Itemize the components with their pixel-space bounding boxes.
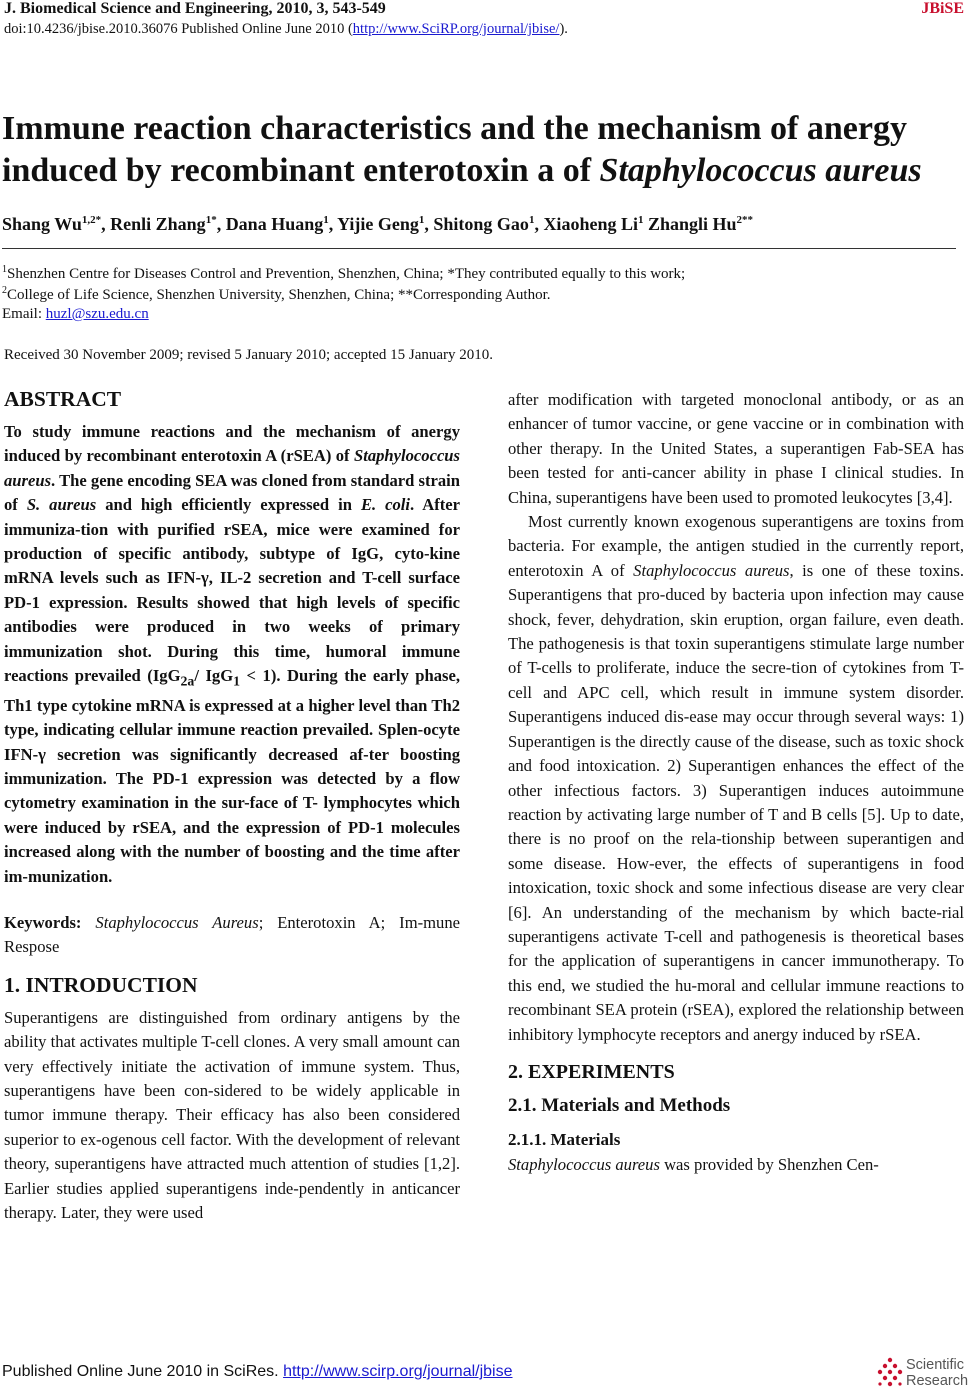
author (543, 214, 648, 234)
doi-prefix: doi:10.4236/jbise.2010.36076 Published Online June 2010 ( (4, 21, 353, 37)
title-species: Staphylococcus aureus (599, 152, 922, 189)
logo-line-1: Scientific (906, 1357, 965, 1373)
publisher-logo-text (906, 1357, 968, 1389)
author-list (2, 214, 753, 235)
keywords-label: Keywords: (4, 913, 82, 933)
author-affiliation-mark: 1,2* (81, 214, 102, 226)
introduction-paragraph (508, 510, 964, 1047)
abstract-text: . The gene encoding SEA was cloned from standard strain of (4, 470, 460, 515)
author (337, 214, 433, 234)
title-line-1: Immune reaction characteristics and the mechanism of anergy (2, 110, 907, 147)
author-name: Shitong Gao (433, 214, 529, 234)
introduction-heading: 1. INTRODUCTION (4, 972, 198, 997)
doi-suffix: ). (559, 21, 568, 37)
materials-heading: 2.1.1. Materials (508, 1129, 621, 1149)
author-name: Yijie Geng (337, 214, 419, 234)
affiliation-1 (2, 264, 685, 283)
paragraph-text: Most currently known exogenous superantigens are toxins from bacteria. For example, the antigen studied in the currently report, enterotoxin A of (508, 512, 964, 580)
email-label: Email: (2, 306, 46, 322)
author-affiliation-mark: 2** (736, 214, 754, 226)
title-divider (2, 248, 956, 249)
experiments-heading: 2. EXPERIMENTS (508, 1060, 675, 1083)
affiliation-text: Shenzhen Centre for Diseases Control and Prevention, Shenzhen, China; *They contributed equally to this work; (7, 266, 686, 282)
abstract-text: . After immuniza-tion with purified rSEA, mice were examined for production of specific antibody, subtype of IgG, cyto-kine mRNA levels such as IFN-γ, IL-2 secretion and T-cell surface PD-1 expression. Results showed that high levels of specific antibodies were produced in two weeks of primary immunization shot. During this time, humoral immune reactions prevailed (IgG (4, 495, 461, 686)
author-name: Renli Zhang (110, 214, 206, 234)
author (226, 214, 337, 234)
publisher-logo (876, 1356, 970, 1392)
paragraph-text: was provided by Shenzhen Cen- (659, 1154, 879, 1174)
journal-url-link[interactable]: http://www.SciRP.org/journal/jbise/ (352, 21, 560, 37)
paper-title (2, 108, 968, 192)
abstract-species: Staphylococcus aureus (4, 446, 460, 490)
keywords (4, 911, 460, 960)
author-affiliation-mark: 1 (528, 214, 535, 226)
author-separator: , (534, 214, 544, 234)
introduction-paragraph-continued: after modification with targeted monoclonal antibody, or as an enhancer of tumor vaccine, or gene vaccine or in combination with other therapy. In the United States, a superantigen Fab-SEA has been tested for anti-cancer ability in phase I clinical studies. In China, superantigens have been used to promoted leukocytes [3,4]. (508, 390, 964, 507)
author-separator: , (328, 214, 338, 234)
abstract-heading: ABSTRACT (4, 387, 122, 411)
author-name: Dana Huang (225, 214, 324, 234)
author-affiliation-mark: 1 (418, 214, 425, 226)
abstract-subscript: 2a (180, 673, 195, 689)
paragraph-text: , is one of these toxins. Superantigens that pro-duced by bacteria upon infection may cause shock, fever, dehydration, skin eruption, organ failure, even death. The pathogenesis is that toxin superantigens stimulate large number of T-cells to proliferate, induce the secre-tion of cytokines from T-cell and APC cell, which result in immune system disorder. Superantigens induced dis-ease may occur through several ways: 1) Superantigen is the directly cause of the disease, such as toxic shock and food intoxication. 2) Superantigen enhances the effect of the other infectious factors. 3) Superantigen induces autoimmune reaction by activating large number of T and B cells [5]. Up to date, there is no proof on the rela-tionship between superantigen and some disease. How-ever, the effects of superantigens in food intoxication, toxic shock and some infectious disease are very clear [6]. An understanding of the mechanism by which bacte-rial superantigens activate T-cell and pathogenesis is theoretical bases for the application of superantigens in cancer immunotherapy. To this end, we studied the hu-moral and cellular immune reactions to recombinant SEA protein (rSEA), explored the relationship between inhibitory lymphocyte receptors and anergy induced by rSEA. (508, 560, 964, 1044)
footer-journal-link[interactable]: http://www.scirp.org/journal/jbise (283, 1363, 513, 1380)
author-name: Zhangli Hu (647, 214, 737, 234)
abstract-text: To study immune reactions and the mechanism of anergy induced by recombinant enterotoxin A (rSEA) of (4, 422, 460, 466)
author-name: Xiaoheng Li (543, 214, 638, 234)
received-dates: Received 30 November 2009; revised 5 January 2010; accepted 15 January 2010. (4, 347, 494, 363)
affiliation-text: College of Life Science, Shenzhen University, Shenzhen, China; **Corresponding Author. (7, 287, 551, 303)
abstract-text: and high efficiently expressed in (96, 495, 361, 515)
contact-email (2, 306, 149, 323)
author (433, 214, 543, 234)
footer-text: Published Online June 2010 in SciRes. (2, 1363, 284, 1380)
abstract-species: S. aureus (26, 495, 97, 515)
abstract-organism: E. coli (360, 495, 411, 515)
author-separator: , (101, 214, 111, 234)
abstract-text: < 1). During the early phase, Th1 type cytokine mRNA is expressed at a higher level than Th2 type, indicating cellular immune reaction prevailed. Splen-ocyte IFN-γ secretion was significantly decreased af-ter boosting immunization. The PD-1 expression was detected by a flow cytometry examination in the sur-face of T- lymphocytes which were induced by rSEA, and the expression of PD-1 molecules increased along with the number of boosting and the time after im-munization. (4, 666, 461, 886)
author-affiliation-mark: 1* (205, 214, 217, 226)
affiliation-2 (2, 285, 551, 304)
author-separator: , (216, 214, 226, 234)
abstract-body (4, 420, 460, 889)
author-affiliation-mark: 1 (323, 214, 329, 226)
paragraph-species: Staphylococcus aureus (508, 1154, 660, 1174)
materials-methods-heading: 2.1. Materials and Methods (508, 1094, 731, 1116)
left-column (4, 384, 460, 1226)
author (648, 214, 753, 234)
publisher-logo-icon (876, 1356, 904, 1392)
logo-line-2: Research (906, 1373, 969, 1389)
title-line-2-text: induced by recombinant enterotoxin a of (2, 152, 600, 189)
abstract-subscript: 1 (233, 673, 241, 689)
author-name: Shang Wu (2, 214, 82, 234)
page-footer (2, 1363, 513, 1381)
affiliation-mark: 1 (2, 264, 7, 275)
affiliation-mark: 2 (2, 285, 7, 296)
abstract-text: / IgG (194, 666, 234, 686)
keyword-species: Staphylococcus Aureus (95, 913, 259, 933)
doi-line (4, 21, 568, 38)
author (2, 214, 110, 234)
author-separator: , (424, 214, 434, 234)
author-affiliation-mark: 1 (637, 214, 644, 226)
introduction-paragraph: Superantigens are distinguished from ordinary antigens by the ability that activates multiple T-cell clones. A very small amount can very effectively initiate the activation of immune system. Thus, superantigens have been con-sidered to be widely applicable in tumor immune therapy. Their efficacy has also been considered superior to ex-ogenous cell factor. With the development of relevant theory, superantigens have attracted much attention of studies [1,2]. Earlier studies applied superantigens inde-pendently in anticancer therapy. Later, they were used (4, 1007, 460, 1223)
materials-paragraph (508, 1153, 964, 1177)
right-column (508, 388, 964, 1177)
email-link[interactable]: huzl@szu.edu.cn (45, 306, 149, 322)
keywords-text: ; Enterotoxin A; Im-mune Respose (4, 913, 461, 957)
title-line-2 (2, 150, 968, 192)
journal-brand: JBiSE (921, 0, 964, 17)
author (110, 214, 226, 234)
paragraph-species: Staphylococcus aureus (633, 560, 790, 580)
journal-citation: J. Biomedical Science and Engineering, 2010, 3, 543-549 (4, 0, 386, 17)
